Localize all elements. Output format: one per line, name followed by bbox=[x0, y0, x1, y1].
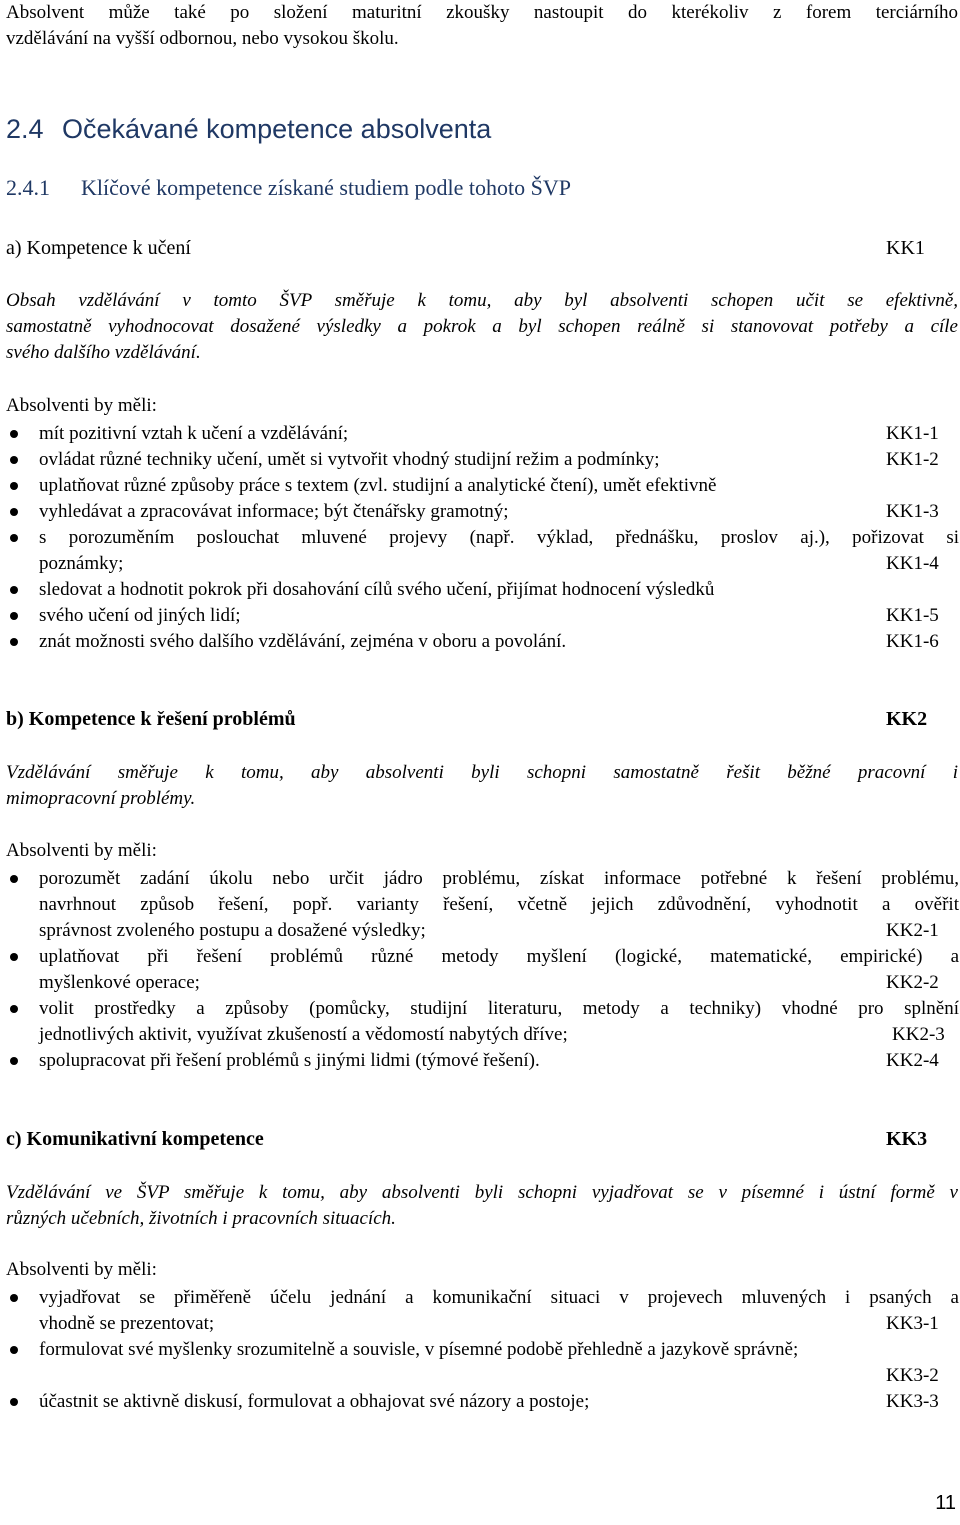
list-item: mít pozitivní vztah k učení a vzdělávání; KK1-1 bbox=[6, 421, 958, 447]
list-item: porozumět zadání úkolu nebo určit jádro problému, získat informace potřebné k řešení problému, navrhnout způsob řešení, popř. varianty řešení, včetně jejich zdůvodnění, vyhodnotit a ověřit správnost zvoleného postupu a dosažené výsledky; KK2-1 bbox=[6, 866, 958, 944]
bullet bbox=[10, 534, 18, 542]
list-intro: Absolventi by měli: bbox=[6, 1259, 157, 1280]
list-item: vyhledávat a zpracovávat informace; být čtenářsky gramotný; KK1-3 bbox=[6, 499, 958, 525]
list-item: uplatňovat různé způsoby práce s textem (zvl. studijní a analytické čtení), umět efektivně bbox=[6, 473, 958, 499]
competence-code: KK3 bbox=[886, 1128, 928, 1150]
bullet bbox=[10, 1294, 18, 1302]
description-line: samostatně vyhodnocovat dosažené výsledky a pokrok a byl schopen reálně si stanovovat potřeby a cíle bbox=[6, 316, 958, 337]
description-line: svého dalšího vzdělávání. bbox=[6, 342, 201, 363]
bullet bbox=[10, 875, 18, 883]
item-code: KK1-1 bbox=[886, 423, 939, 444]
competence-title: a) Kompetence k učení bbox=[6, 237, 191, 259]
list-item: znát možnosti svého dalšího vzdělávání, zejména v oboru a povolání. KK1-6 bbox=[6, 629, 958, 655]
bullet bbox=[10, 482, 18, 490]
description-line: Obsah vzdělávání v tomto ŠVP směřuje k tomu, aby byl absolventi schopen učit se efektivně, bbox=[6, 290, 958, 311]
description-line: Vzdělávání směřuje k tomu, aby absolventi byli schopni samostatně řešit běžné pracovní i bbox=[6, 762, 958, 783]
item-code: KK1-3 bbox=[886, 501, 939, 522]
section-heading bbox=[6, 114, 491, 145]
bullet bbox=[10, 953, 18, 961]
competence-description bbox=[6, 760, 958, 812]
section-title: Očekávané kompetence absolventa bbox=[62, 114, 492, 144]
list-item: vyjadřovat se přiměřeně účelu jednání a komunikační situaci v projevech mluvených i psaných a vhodně se prezentovat; KK3-1 bbox=[6, 1285, 958, 1337]
list-intro: Absolventi by měli: bbox=[6, 840, 157, 861]
item-code: KK2-2 bbox=[886, 972, 939, 993]
competence-code: KK2 bbox=[886, 708, 928, 730]
description-line: Vzdělávání ve ŠVP směřuje k tomu, aby absolventi byli schopni vyjadřovat se v písemné i ústní formě v bbox=[6, 1182, 958, 1203]
bullet bbox=[10, 638, 18, 646]
competence-description bbox=[6, 1180, 958, 1232]
subsection-title: Klíčové kompetence získané studiem podle tohoto ŠVP bbox=[81, 175, 572, 200]
competence-description bbox=[6, 288, 958, 366]
bullet bbox=[10, 508, 18, 516]
page-number: 11 bbox=[935, 1492, 956, 1514]
list-item: volit prostředky a způsoby (pomůcky, studijní literaturu, metody a techniky) vhodné pro splnění jednotlivých aktivit, využívat zkušeností a vědomostí nabytých dříve; KK2-3 bbox=[6, 996, 958, 1048]
item-code: KK3-3 bbox=[886, 1391, 939, 1412]
item-code: KK1-5 bbox=[886, 605, 939, 626]
competence-title: c) Komunikativní kompetence bbox=[6, 1128, 264, 1150]
intro-paragraph bbox=[6, 0, 958, 52]
item-code: KK3-1 bbox=[886, 1313, 939, 1334]
bullet bbox=[10, 586, 18, 594]
competence-title: b) Kompetence k řešení problémů bbox=[6, 708, 296, 730]
list-item: účastnit se aktivně diskusí, formulovat a obhajovat své názory a postoje; KK3-3 bbox=[6, 1389, 958, 1415]
list-item: uplatňovat při řešení problémů různé metody myšlení (logické, matematické, empirické) a myšlenkové operace; KK2-2 bbox=[6, 944, 958, 996]
bullet bbox=[10, 1005, 18, 1013]
item-code: KK3-2 bbox=[886, 1365, 939, 1386]
list-item: spolupracovat při řešení problémů s jinými lidmi (týmové řešení). KK2-4 bbox=[6, 1048, 958, 1074]
bullet bbox=[10, 612, 18, 620]
item-code: KK1-4 bbox=[886, 553, 939, 574]
list-item: svého učení od jiných lidí; KK1-5 bbox=[6, 603, 958, 629]
item-code: KK1-6 bbox=[886, 631, 939, 652]
list-item: formulovat své myšlenky srozumitelně a souvisle, v písemné podobě přehledně a jazykově správně; KK3-2 bbox=[6, 1337, 958, 1389]
intro-line: Absolvent může také po složení maturitní zkoušky nastoupit do kterékoliv z forem terciárního bbox=[6, 2, 958, 23]
description-line: různých učebních, životních i pracovních situacích. bbox=[6, 1208, 396, 1229]
competence-code: KK1 bbox=[886, 237, 925, 259]
bullet bbox=[10, 1346, 18, 1354]
subsection-heading bbox=[6, 175, 571, 201]
bullet bbox=[10, 456, 18, 464]
list-item: sledovat a hodnotit pokrok při dosahování cílů svého učení, přijímat hodnocení výsledků bbox=[6, 577, 958, 603]
list-item: ovládat různé techniky učení, umět si vytvořit vhodný studijní režim a podmínky; KK1-2 bbox=[6, 447, 958, 473]
list-item: s porozuměním poslouchat mluvené projevy (např. výklad, přednášku, proslov aj.), pořizovat si poznámky; KK1-4 bbox=[6, 525, 958, 577]
item-code: KK2-1 bbox=[886, 920, 939, 941]
bullet bbox=[10, 430, 18, 438]
list-intro: Absolventi by měli: bbox=[6, 395, 157, 416]
section-number: 2.4 bbox=[6, 114, 44, 144]
bullet bbox=[10, 1398, 18, 1406]
item-code: KK2-4 bbox=[886, 1050, 939, 1071]
bullet bbox=[10, 1057, 18, 1065]
intro-line: vzdělávání na vyšší odbornou, nebo vysokou školu. bbox=[6, 28, 399, 49]
item-code: KK1-2 bbox=[886, 449, 939, 470]
subsection-number: 2.4.1 bbox=[6, 175, 50, 200]
description-line: mimopracovní problémy. bbox=[6, 788, 196, 809]
item-code: KK2-3 bbox=[892, 1024, 945, 1045]
